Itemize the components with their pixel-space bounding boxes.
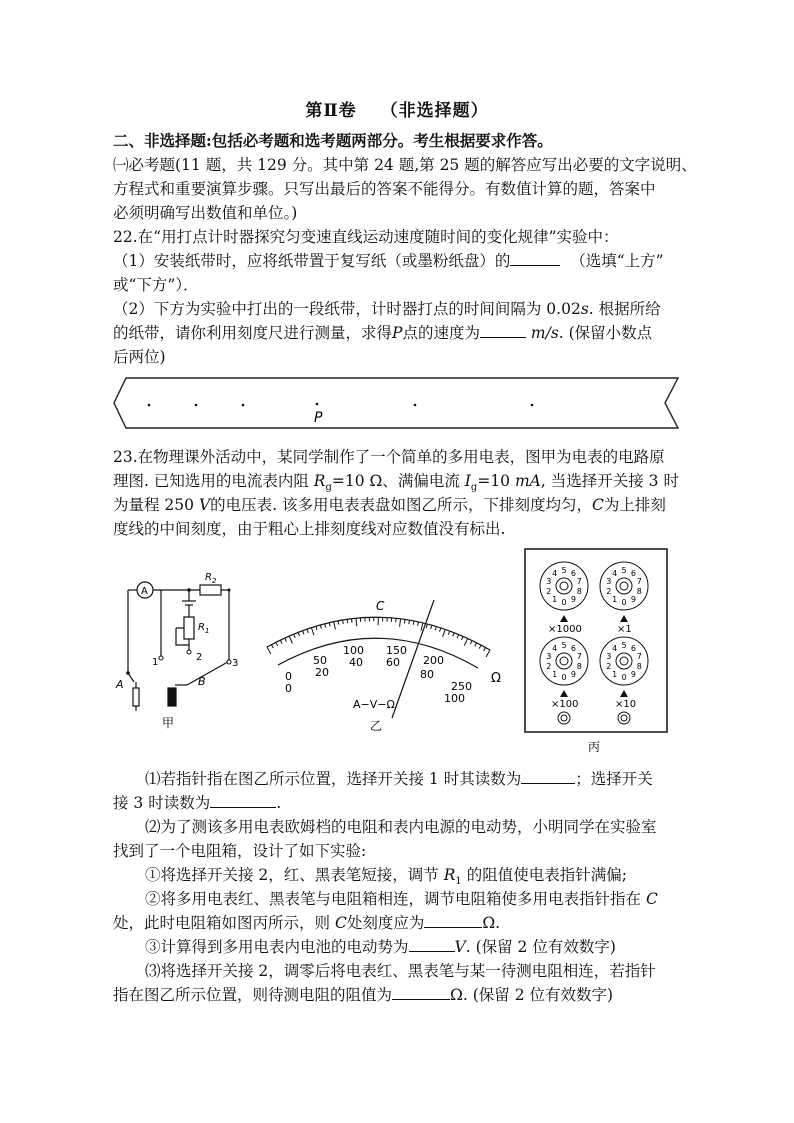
dial-tick — [484, 647, 486, 651]
tape-dot — [531, 404, 534, 407]
scale-label: 200 — [423, 654, 444, 667]
q23-s2-3b: . (保留 2 位有效数字) — [465, 938, 616, 956]
q23-s1-b: ；选择开关 — [575, 770, 653, 788]
dial-digit: 6 — [630, 569, 636, 579]
tape-dot — [316, 403, 319, 406]
dial-tick — [431, 625, 432, 629]
terminal-3-label: 3 — [232, 658, 239, 669]
dial-tick — [462, 636, 464, 640]
q22-part1-option: （选填“上方” — [570, 252, 664, 270]
q23-s2-1b: 的阻值使电表指针满偏; — [461, 866, 627, 884]
dial-tick — [435, 626, 436, 630]
dial-tick — [486, 650, 490, 657]
q22-part2-text-d: 点的速度为 — [402, 324, 480, 342]
q23-s3-b: 指在图乙所示位置，则待测电阻的阻值为 — [113, 986, 393, 1004]
q23-s2-2a: ②将多用电表红、黑表笔与电阻箱相连，调节电阻箱使多用电表指针指在 — [145, 890, 646, 908]
section-intro-1: ㈠必考题(11 题，共 129 分。其中第 24 题,第 25 题的解答应写出必要的文字说明、 — [113, 156, 697, 174]
scale-label-inner: 0 — [285, 682, 292, 695]
dial-tick — [400, 619, 401, 627]
dial-digit: 7 — [576, 652, 582, 662]
q23-r1: R — [443, 866, 456, 884]
dial-function-label: A−V−Ω — [353, 698, 395, 711]
q23-ma: mA — [514, 472, 541, 490]
scale-label: 50 — [313, 654, 327, 667]
dial-tick — [289, 636, 292, 643]
multiplier-x100: ×100 — [551, 699, 579, 710]
dial-digit: 2 — [546, 661, 552, 671]
multiplier-x10: ×10 — [615, 699, 637, 710]
dial-digit: 6 — [570, 569, 576, 579]
q22-part2-line1 — [113, 298, 661, 320]
dial-digit: 1 — [552, 594, 558, 604]
dial-digit: 8 — [576, 661, 582, 671]
tape-dot — [414, 404, 417, 407]
dial-tick — [448, 631, 449, 635]
dial-tick — [311, 628, 313, 636]
dial-tick — [418, 622, 419, 626]
terminal-post — [558, 712, 570, 724]
dial-tick — [421, 623, 423, 631]
multiplier-x1: ×1 — [617, 624, 632, 635]
q22-part1-line1 — [113, 250, 664, 272]
dial-tick — [409, 620, 410, 624]
q23-blank-3[interactable] — [424, 913, 482, 928]
dial-digit: 4 — [552, 569, 558, 579]
scale-label-inner: 20 — [315, 666, 329, 679]
dial-tick — [271, 645, 273, 649]
q23-sub1-line2 — [113, 792, 281, 814]
dial-tick — [470, 641, 472, 645]
q23-s2-v: V — [454, 938, 466, 956]
q23-line3 — [113, 494, 666, 516]
terminal-post — [621, 715, 627, 721]
dial-tick — [426, 624, 427, 628]
q23-s2-c2: C — [334, 914, 347, 932]
q23-sub3-line2 — [113, 984, 613, 1006]
dial-digit: 9 — [630, 669, 636, 679]
terminal-post — [618, 712, 630, 724]
dial-tick — [294, 634, 296, 638]
dial-digit: 2 — [606, 586, 612, 596]
dial-digit: 1 — [612, 669, 618, 679]
q23-l2-d: , 当选择开关接 3 时 — [540, 472, 679, 490]
meter-dial-yi — [258, 590, 520, 760]
dial-digit: 2 — [606, 661, 612, 671]
q23-rg: R — [313, 472, 326, 490]
q23-ig: I — [464, 472, 471, 490]
dial-tick — [413, 621, 414, 625]
terminal-a-label: A — [116, 678, 124, 691]
figure-bing-caption: 丙 — [588, 740, 601, 754]
dial-tick — [316, 626, 317, 630]
q22-part2-line3: 后两位) — [113, 348, 166, 366]
scale-label: 100 — [343, 644, 364, 657]
q23-l2-b: =10 Ω、满偏电流 — [331, 472, 465, 490]
figure-jia-caption: 甲 — [162, 716, 175, 730]
q22-blank-2[interactable] — [480, 323, 526, 338]
dial-digit: 6 — [630, 644, 636, 654]
q23-s2-2b: 处，此时电阻箱如图丙所示，则 — [113, 914, 335, 932]
dial-digit: 7 — [576, 577, 582, 587]
paper-tape-figure — [112, 376, 692, 430]
terminal-1-label: 1 — [152, 657, 159, 668]
q23-sub2-step2 — [145, 888, 658, 910]
dial-tick — [440, 628, 441, 632]
q23-s1-a: ⑴若指针指在图乙所示位置，选择开关接 1 时其读数为 — [145, 770, 522, 788]
terminal-post — [561, 715, 567, 721]
q23-s3-c: Ω. (保留 2 位有效数字) — [450, 986, 614, 1004]
dial-digit: 2 — [546, 586, 552, 596]
dial-digit: 1 — [552, 669, 558, 679]
dial-digit: 8 — [636, 586, 642, 596]
section-intro-2: 方程式和重要演算步骤。只写出最后的答案不能得分。有数值计算的题，答案中 — [113, 180, 656, 198]
r2-label: $R_2$ — [205, 572, 217, 585]
scale-label-inner: 80 — [420, 668, 434, 681]
resistance-box-bing — [524, 548, 684, 758]
pointer-arrow-icon — [560, 615, 568, 622]
q23-s1-c: 接 3 时读数为 — [113, 794, 211, 812]
dial-digit: 3 — [606, 577, 612, 587]
q23-l2-a: 理图. 已知选用的电流表内阻 — [113, 472, 314, 490]
dial-digit: 8 — [576, 586, 582, 596]
dial-digit: 0 — [621, 598, 627, 607]
q23-l3-c: 为上排刻 — [603, 496, 666, 514]
r1-label: $R_1$ — [198, 622, 210, 635]
dial-digit: 0 — [561, 673, 567, 682]
dial-digit: 3 — [606, 652, 612, 662]
q23-rg-sub: g — [325, 482, 332, 494]
scale-label-inner: 100 — [444, 692, 465, 705]
dial-ohm-symbol: Ω — [491, 671, 501, 686]
q23-v: V — [198, 496, 211, 514]
q23-l3-b: 的电压表. 该多用电表表盘如图乙所示，下排刻度均匀， — [210, 496, 593, 514]
dial-digit: 4 — [612, 569, 618, 579]
q22-part2-line2 — [113, 322, 652, 344]
dial-tick — [267, 647, 271, 654]
multiplier-x1000: ×1000 — [548, 624, 582, 635]
dial-digit: 9 — [570, 669, 576, 679]
dial-tick — [285, 638, 287, 642]
q23-s1-d: . — [276, 794, 282, 812]
dial-digit: 5 — [561, 641, 567, 650]
q23-sub1-line1 — [145, 768, 653, 790]
title-subtitle: （非选择题） — [380, 101, 489, 121]
dial-tick — [307, 629, 308, 633]
dial-digit: 4 — [552, 644, 558, 654]
q23-r1-sub: 1 — [455, 876, 462, 888]
dial-tick — [329, 623, 330, 627]
dial-digit: 7 — [636, 577, 642, 587]
scale-label: 0 — [285, 670, 292, 683]
q23-sub3-line1: ⑶将选择开关接 2，调零后将电表红、黑表笔与某一待测电阻相连，若指针 — [145, 962, 656, 980]
q23-sub2-line2: 找到了一个电阻箱，设计了如下实验: — [113, 842, 367, 860]
dial-digit: 9 — [630, 594, 636, 604]
q23-sub2-step2-line2 — [113, 912, 500, 934]
pointer-arrow-icon — [620, 690, 628, 697]
dial-digit: 5 — [561, 566, 567, 575]
q23-ig-sub: g — [470, 482, 478, 494]
dial-digit: 3 — [546, 652, 552, 662]
q22-part2-text-b: . 根据所给 — [588, 300, 661, 318]
dial-tick — [343, 620, 344, 624]
terminal-b-label: B — [198, 675, 206, 688]
tape-dot — [148, 404, 151, 407]
q22-unit-s: s — [580, 300, 589, 318]
terminal-2-label: 2 — [196, 652, 203, 663]
scale-label: 250 — [451, 680, 472, 693]
dial-digit: 7 — [636, 652, 642, 662]
dial-scale-labels — [285, 644, 472, 705]
tape-dot — [195, 404, 198, 407]
dial-tick — [280, 640, 282, 644]
dial-tick — [479, 645, 481, 649]
tape-outline — [114, 378, 678, 428]
dial-tick — [443, 629, 446, 637]
q23-c: C — [592, 496, 604, 514]
ammeter-label: A — [141, 586, 148, 597]
q23-s2-3a: ③计算得到多用电表内电池的电动势为 — [145, 938, 409, 956]
figure-yi-caption: 乙 — [370, 719, 383, 733]
q23-line4: 度线的中间刻度，由于粗心上排刻度线对应数值没有标出. — [113, 520, 506, 538]
q22-unit-ms: m/s — [530, 324, 559, 342]
dial-digit: 8 — [636, 661, 642, 671]
q23-l3-a: 为量程 250 — [113, 496, 199, 514]
q22-point-p: P — [392, 324, 403, 342]
dial-tick — [338, 621, 339, 625]
q22-stem: 22.在“用打点计时器探究匀变速直线运动速度随时间的变化规律”实验中： — [113, 228, 619, 246]
page-title — [0, 96, 794, 121]
section-intro-3: 必须明确写出数值和单位。) — [113, 204, 298, 222]
q23-s2-c: C — [645, 890, 658, 908]
dial-digit: 3 — [546, 577, 552, 587]
dial-tick — [320, 625, 321, 629]
tape-label-p: P — [314, 410, 323, 426]
q22-part1-text: （1）安装纸带时，应将纸带置于复写纸（或墨粉纸盘）的 — [113, 252, 511, 270]
pointer-arrow-icon — [560, 690, 568, 697]
q23-blank-1[interactable] — [521, 769, 575, 784]
q23-s2-1a: ①将选择开关接 2，红、黑表笔短接，调节 — [145, 866, 444, 884]
section-heading: 二、非选择题:包括必考题和选考题两部分。考生根据要求作答。 — [113, 131, 553, 150]
title-part: 第Ⅱ卷 — [305, 101, 357, 121]
q23-blank-5[interactable] — [392, 985, 450, 1000]
dial-digit: 0 — [621, 673, 627, 682]
dial-tick — [276, 642, 278, 646]
tape-dot — [242, 404, 245, 407]
dial-tick — [356, 618, 357, 626]
dial-tick — [298, 632, 299, 636]
q23-l2-c: =10 — [477, 472, 515, 490]
circuit-diagram-jia — [112, 565, 242, 745]
q23-line1: 23.在物理课外活动中，某同学制作了一个简单的多用电表，图甲为电表的电路原 — [113, 448, 665, 466]
dial-tick — [404, 619, 405, 623]
pointer-arrow-icon — [620, 615, 628, 622]
q23-sub2-step3 — [145, 936, 616, 958]
dial-tick — [334, 622, 336, 630]
dial-tick — [457, 635, 459, 639]
q22-part2-text: （2）下方为实验中打出的一段纸带，计时器打点的时间间隔为 0.02 — [113, 300, 581, 318]
dial-digit: 5 — [621, 641, 627, 650]
q22-part2-text-c: 的纸带，请你利用刻度尺进行测量，求得 — [113, 324, 393, 342]
q22-part1-line2: 或“下方”）． — [113, 276, 199, 294]
scale-label-inner: 40 — [349, 656, 363, 669]
scale-label: 150 — [386, 644, 407, 657]
dial-tick — [347, 619, 348, 623]
dial-digit: 0 — [561, 598, 567, 607]
q23-blank-4[interactable] — [409, 937, 455, 952]
dial-tick — [453, 633, 454, 637]
dial-digit: 1 — [612, 594, 618, 604]
q22-blank-1[interactable] — [510, 251, 560, 266]
dial-digit: 5 — [621, 566, 627, 575]
q22-part2-text-e: . (保留小数点 — [558, 324, 653, 342]
q23-s2-2c: 处刻度应为 — [346, 914, 425, 932]
dial-tick — [325, 624, 326, 628]
scale-label-inner: 60 — [386, 656, 400, 669]
dial-digit: 4 — [612, 644, 618, 654]
q23-blank-2[interactable] — [210, 793, 276, 808]
dial-label-c: C — [376, 599, 385, 613]
dial-digit: 9 — [570, 594, 576, 604]
dial-tick — [475, 643, 477, 647]
q23-sub2-line1: ⑵为了测该多用电表欧姆档的电阻和表内电源的电动势，小明同学在实验室 — [145, 818, 657, 836]
q23-s2-2d: Ω. — [482, 914, 501, 932]
dial-tick — [303, 631, 304, 635]
dial-tick — [464, 638, 467, 645]
dial-digit: 6 — [570, 644, 576, 654]
